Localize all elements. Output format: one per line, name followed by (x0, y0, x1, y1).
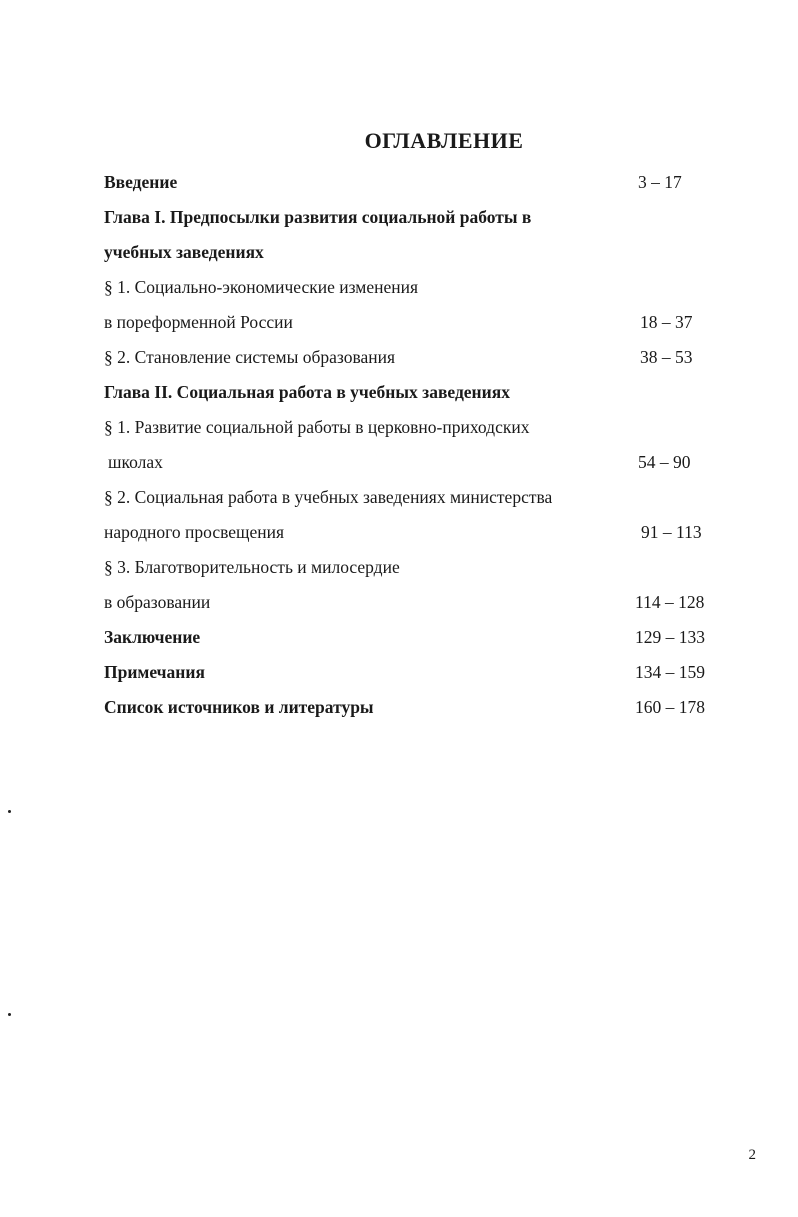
toc-entry-label: Введение (104, 172, 178, 192)
toc-entry-ch2-sec1-cont (104, 445, 744, 480)
toc-entry-label: Список источников и литературы (104, 697, 374, 717)
toc-entry-pages: 160 – 178 (635, 697, 705, 717)
toc-entry-pages: 91 – 113 (641, 522, 702, 542)
toc-entry-chapter-1 (104, 200, 744, 235)
toc-entry-label: Заключение (104, 627, 201, 647)
page-title: ОГЛАВЛЕНИЕ (364, 128, 524, 153)
page-number: 2 (748, 1147, 756, 1163)
toc-entry-pages: 54 – 90 (638, 452, 691, 472)
toc-entry-label: народного просвещения (104, 522, 285, 542)
toc-entry-pages: 3 – 17 (638, 172, 682, 192)
toc-entry-label: в пореформенной России (104, 312, 293, 332)
toc-entry-ch2-sec3 (104, 550, 744, 585)
toc-entry-label: Глава I. Предпосылки развития социальной работы в (104, 207, 532, 227)
toc-entry-label: в образовании (104, 592, 211, 612)
table-of-contents (104, 165, 744, 725)
toc-entry-ch1-sec1 (104, 270, 744, 305)
toc-entry-pages: 134 – 159 (635, 662, 705, 682)
toc-entry-label: Глава II. Социальная работа в учебных заведениях (104, 382, 510, 402)
toc-entry-label: учебных заведениях (104, 242, 264, 262)
toc-entry-pages: 18 – 37 (640, 312, 693, 332)
toc-entry-ch2-sec2 (104, 480, 744, 515)
toc-entry-ch2-sec1 (104, 410, 744, 445)
toc-entry-chapter-1-cont (104, 235, 744, 270)
toc-entry-ch2-sec2-cont (104, 515, 744, 550)
toc-entry-ch2-sec3-cont (104, 585, 744, 620)
toc-entry-label: § 1. Социально-экономические изменения (104, 277, 419, 297)
toc-entry-label: § 1. Развитие социальной работы в церковно-приходских (104, 417, 530, 437)
toc-entry-label: § 3. Благотворительность и милосердие (104, 557, 400, 577)
toc-entry-label: § 2. Социальная работа в учебных заведениях министерства (104, 487, 553, 507)
scan-speck (8, 1013, 11, 1016)
toc-entry-pages: 129 – 133 (635, 627, 705, 647)
toc-entry-label: Примечания (104, 662, 205, 682)
toc-entry-bibliography (104, 690, 744, 725)
toc-entry-pages: 114 – 128 (635, 592, 705, 612)
toc-entry-pages: 38 – 53 (640, 347, 693, 367)
toc-entry-label: школах (108, 452, 163, 472)
toc-entry-conclusion (104, 620, 744, 655)
scan-speck (8, 810, 11, 813)
toc-entry-ch1-sec2 (104, 340, 744, 375)
toc-entry-label: § 2. Становление системы образования (104, 347, 396, 367)
toc-entry-ch1-sec1-cont (104, 305, 744, 340)
toc-entry-chapter-2 (104, 375, 744, 410)
toc-entry-introduction (104, 165, 744, 200)
toc-entry-notes (104, 655, 744, 690)
